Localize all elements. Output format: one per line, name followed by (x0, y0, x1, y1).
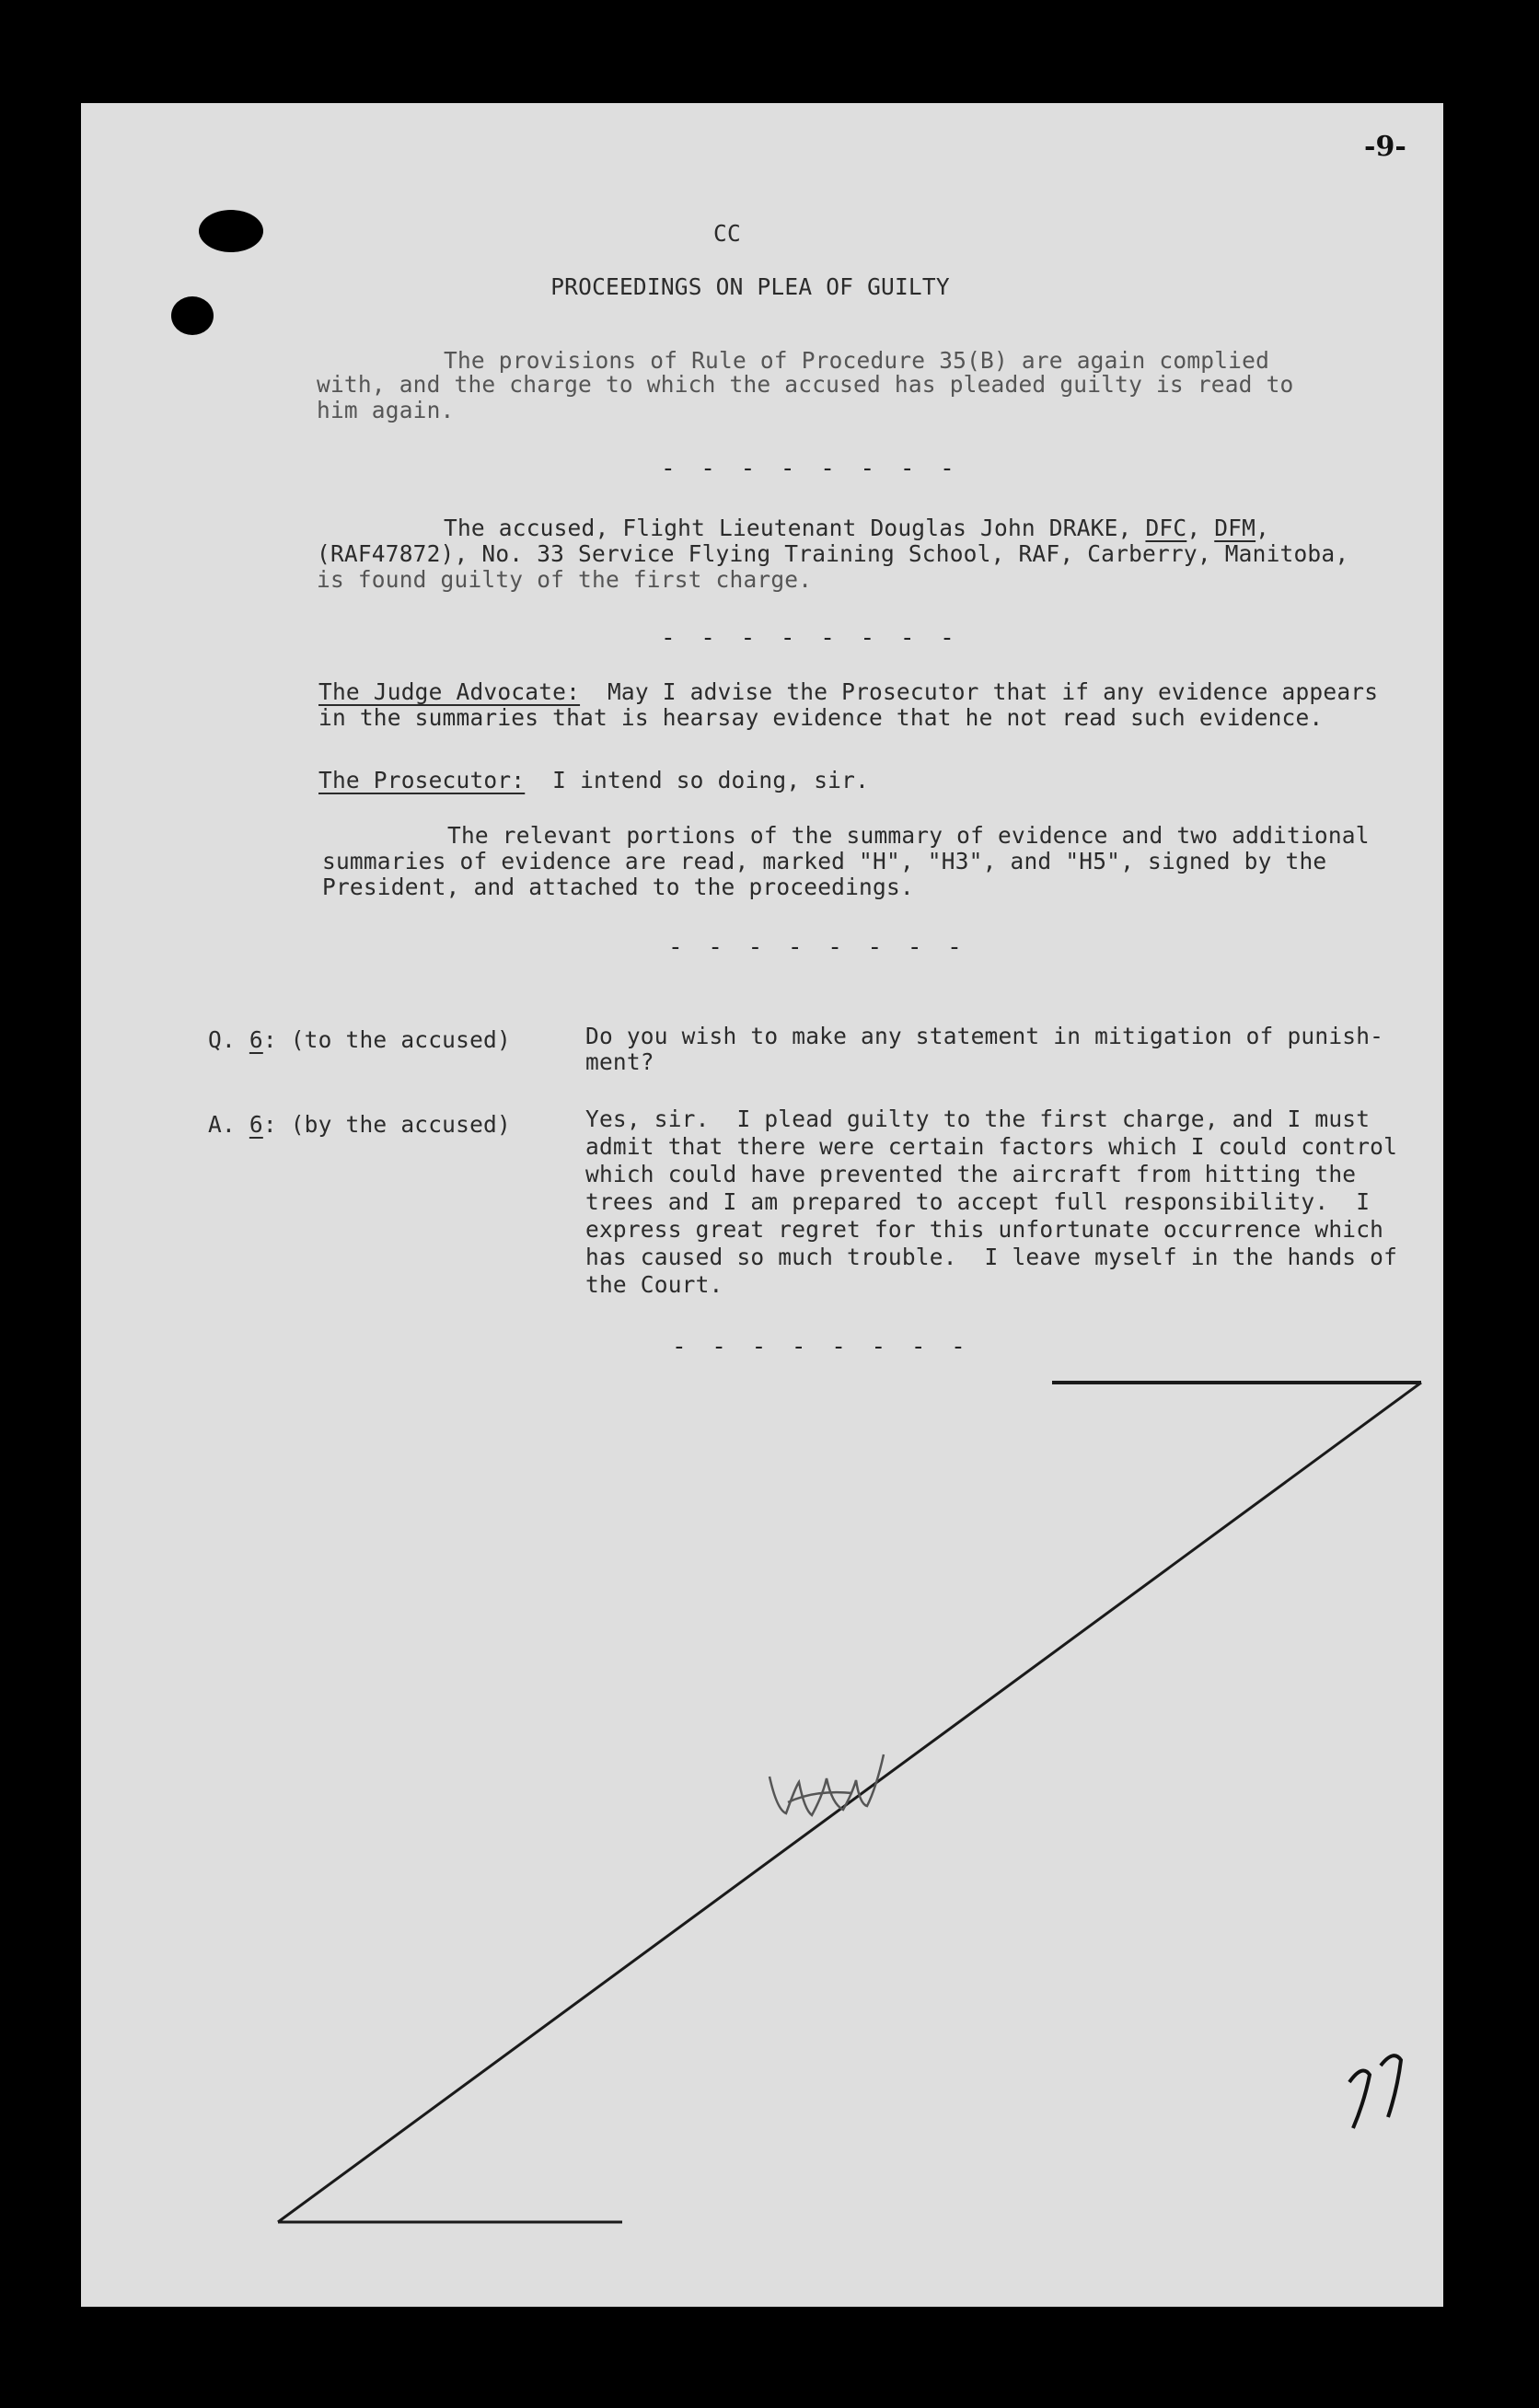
paragraph-3-line-2: summaries of evidence are read, marked "H", "H3", and "H5", signed by the (322, 848, 1327, 874)
paragraph-2-line-1 (444, 514, 1269, 542)
prosecutor-line (318, 766, 869, 794)
separator-3: - - - - - - - - (668, 933, 967, 961)
judge-advocate-text: May I advise the Prosecutor that if any evidence appears (580, 678, 1379, 705)
paragraph-2-line-2: (RAF47872), No. 33 Service Flying Training School, RAF, Carberry, Manitoba, (317, 540, 1349, 567)
prosecutor-text: I intend so doing, sir. (525, 767, 870, 793)
answer-line-1: Yes, sir. I plead guilty to the first charge, and I must (585, 1106, 1371, 1132)
answer-line-6: has caused so much trouble. I leave myself in the hands of (585, 1244, 1398, 1270)
judge-advocate-label: The Judge Advocate: (318, 678, 581, 705)
dfc-decoration: DFC (1145, 515, 1187, 541)
paragraph-1-line-2: with, and the charge to which the accused has pleaded guilty is read to (317, 371, 1294, 398)
dfm-decoration: DFM (1214, 515, 1256, 541)
page-number: -9- (1364, 131, 1406, 163)
paragraph-1-line-1: The provisions of Rule of Procedure 35(B) are again complied (444, 347, 1270, 374)
paragraph-1-line-3: him again. (317, 397, 455, 423)
question-prefix: Q. (208, 1026, 249, 1053)
paragraph-2-line-3: is found guilty of the first charge. (317, 566, 813, 593)
separator-1: - - - - - - - - (661, 455, 960, 482)
judge-advocate-line-2: in the summaries that is hearsay evidence that he not read such evidence. (318, 704, 1324, 731)
answer-label (208, 1110, 511, 1139)
header-code: CC (713, 220, 741, 247)
question-number: 6 (249, 1026, 263, 1053)
answer-suffix: : (by the accused) (262, 1111, 511, 1138)
punch-hole-bottom (171, 296, 214, 335)
punch-hole-top (199, 210, 263, 252)
prosecutor-label: The Prosecutor: (318, 767, 526, 793)
answer-line-4: trees and I am prepared to accept full responsibility. I (585, 1188, 1371, 1215)
paragraph-2-comma: , (1256, 515, 1270, 541)
question-line-2: ment? (585, 1048, 654, 1075)
question-suffix: : (to the accused) (262, 1026, 511, 1053)
answer-prefix: A. (208, 1111, 249, 1138)
answer-line-7: the Court. (585, 1271, 723, 1298)
paragraph-2-separator: , (1186, 515, 1215, 541)
answer-number: 6 (249, 1111, 263, 1138)
question-line-1: Do you wish to make any statement in mitigation of punish- (585, 1023, 1384, 1049)
page-title: PROCEEDINGS ON PLEA OF GUILTY (550, 273, 950, 300)
answer-line-2: admit that there were certain factors which I could control (585, 1133, 1398, 1160)
paragraph-3-line-3: President, and attached to the proceedings. (322, 874, 914, 900)
answer-line-5: express great regret for this unfortunate occurrence which (585, 1216, 1384, 1243)
separator-2: - - - - - - - - (661, 624, 960, 652)
judge-advocate-line-1 (318, 677, 1378, 706)
answer-line-3: which could have prevented the aircraft from hitting the (585, 1161, 1357, 1187)
paragraph-2-text: The accused, Flight Lieutenant Douglas John DRAKE, (444, 515, 1146, 541)
paragraph-3-line-1: The relevant portions of the summary of evidence and two additional (447, 822, 1370, 849)
separator-4: - - - - - - - - (672, 1333, 971, 1360)
question-label (208, 1025, 511, 1054)
